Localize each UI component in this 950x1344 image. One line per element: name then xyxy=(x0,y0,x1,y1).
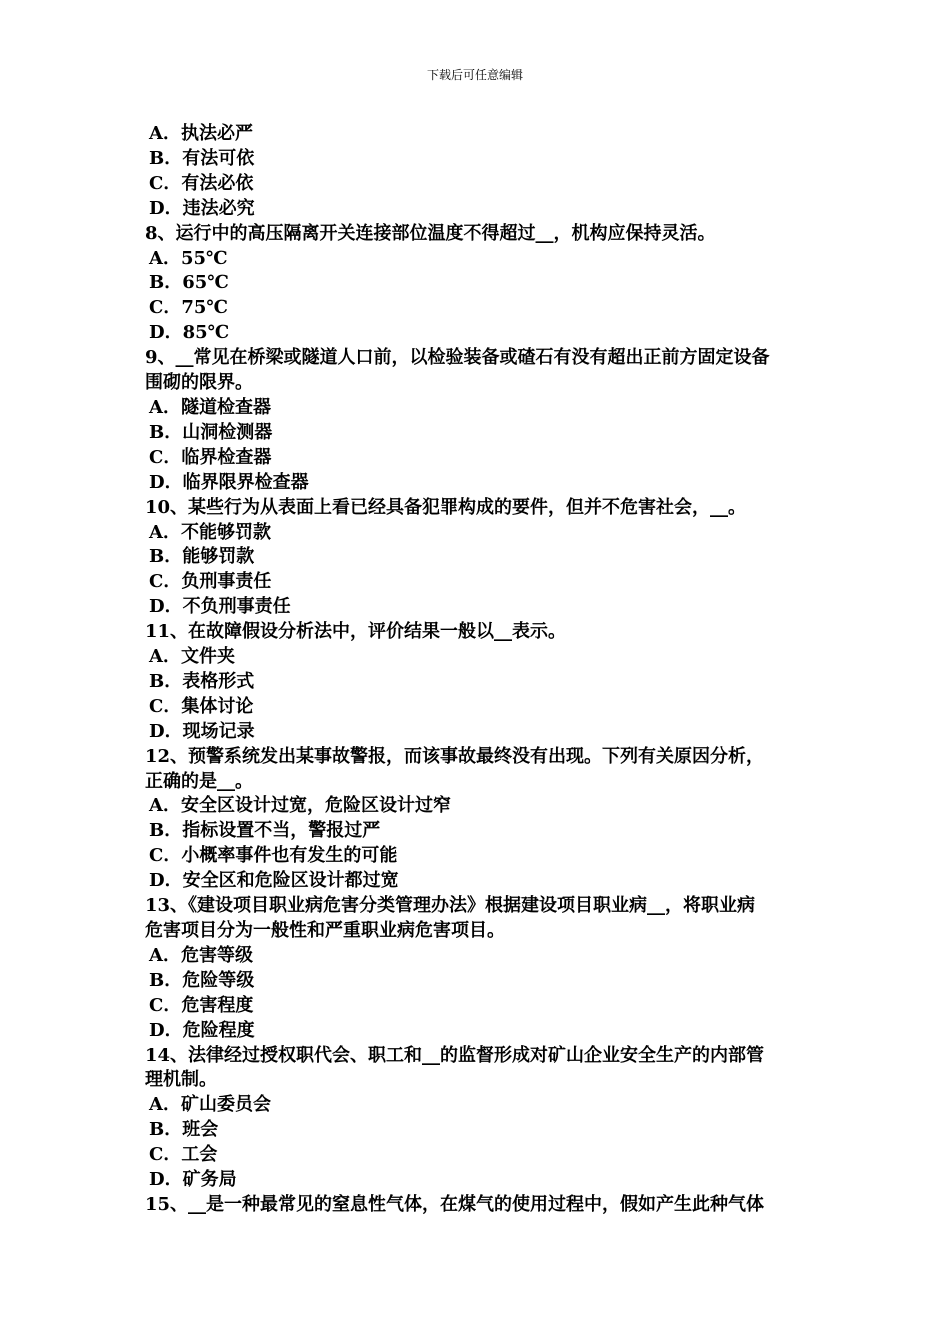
question-text: 10、某些行为从表面上看已经具备犯罪构成的要件，但并不危害社会，__。 xyxy=(145,496,747,518)
answer-option: B．班会 xyxy=(149,1119,219,1141)
answer-option: C．工会 xyxy=(149,1144,218,1166)
answer-option: D．危险程度 xyxy=(149,1019,255,1041)
question-text: 理机制。 xyxy=(145,1069,217,1091)
question-text: 9、__常见在桥梁或隧道人口前，以检验装备或碴石有没有超出正前方固定设备 xyxy=(145,347,770,369)
answer-option: C．临界检查器 xyxy=(149,446,272,468)
answer-option: A．执法必严 xyxy=(149,123,253,144)
question-text: 11、在故障假设分析法中，评价结果一般以__表示。 xyxy=(145,621,567,643)
answer-option: A．文件夹 xyxy=(149,646,235,668)
question-text: 13、《建设项目职业病危害分类管理办法》根据建设项目职业病__，将职业病 xyxy=(145,895,756,917)
answer-option: A．55℃ xyxy=(149,247,228,269)
answer-option: A．安全区设计过宽，危险区设计过窄 xyxy=(149,795,451,817)
answer-option: D．85℃ xyxy=(149,322,230,344)
answer-option: C．75℃ xyxy=(149,297,228,319)
question-text: 正确的是__。 xyxy=(145,770,253,792)
answer-option: D．不负刑事责任 xyxy=(149,596,291,618)
question-text: 14、法律经过授权职代会、职工和__的监督形成对矿山企业安全生产的内部管 xyxy=(145,1044,765,1066)
answer-option: B．危险等级 xyxy=(149,969,255,991)
answer-option: B．指标设置不当，警报过严 xyxy=(149,820,381,842)
answer-option: C．有法必依 xyxy=(149,172,254,194)
answer-option: C．负刑事责任 xyxy=(149,571,272,593)
answer-option: A．矿山委员会 xyxy=(149,1094,271,1116)
answer-option: A．隧道检查器 xyxy=(149,396,271,418)
question-text: 危害项目分为一般性和严重职业病危害项目。 xyxy=(145,920,505,941)
answer-option: D．矿务局 xyxy=(149,1169,237,1191)
answer-option: D．临界限界检查器 xyxy=(149,471,309,493)
question-text: 围砌的限界。 xyxy=(145,372,253,394)
answer-option: C．危害程度 xyxy=(149,994,254,1016)
answer-option: D．违法必究 xyxy=(149,197,255,219)
answer-option: B．山洞检测器 xyxy=(149,421,273,443)
page-header: 下载后可任意编辑 xyxy=(426,68,523,82)
question-text: 12、预警系统发出某事故警报，而该事故最终没有出现。下列有关原因分析， xyxy=(145,745,765,767)
question-text: 15、__是一种最常见的窒息性气体，在煤气的使用过程中，假如产生此种气体 xyxy=(145,1193,765,1215)
answer-option: D．现场记录 xyxy=(149,720,255,742)
answer-option: A．不能够罚款 xyxy=(149,521,271,543)
question-text: 8、运行中的高压隔离开关连接部位温度不得超过__，机构应保持灵活。 xyxy=(145,222,716,244)
document-body xyxy=(145,122,815,1218)
answer-option: C．集体讨论 xyxy=(149,695,254,717)
answer-option: B．有法可依 xyxy=(149,147,255,169)
answer-option: A．危害等级 xyxy=(149,944,253,966)
answer-option: D．安全区和危险区设计都过宽 xyxy=(149,870,399,892)
answer-option: B．表格形式 xyxy=(149,670,255,692)
answer-option: B．65℃ xyxy=(149,272,229,294)
answer-option: C．小概率事件也有发生的可能 xyxy=(149,845,398,867)
answer-option: B．能够罚款 xyxy=(149,546,255,568)
